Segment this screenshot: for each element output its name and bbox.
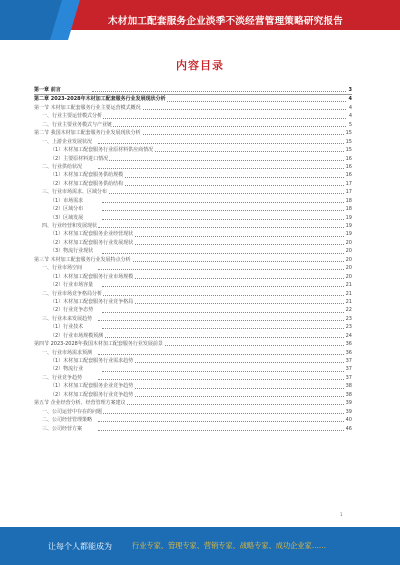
toc-leader-dots	[94, 404, 346, 405]
toc-entry-page: 15	[345, 130, 352, 137]
footer-slogan: 让每个人都能成为	[48, 542, 112, 551]
toc-leader-dots	[92, 91, 346, 92]
toc-entry-title: 四、行业经营和发展现状	[42, 223, 98, 229]
toc-entry[interactable]	[34, 205, 352, 213]
toc-entry[interactable]	[34, 104, 352, 112]
toc-leader-dots	[102, 362, 346, 363]
toc-entry-page: 37	[345, 358, 352, 364]
toc-leader-dots	[98, 143, 346, 144]
toc-entry-page: 5	[348, 121, 352, 128]
toc-entry-title: 第一章 前言	[34, 87, 61, 93]
toc-entry-title: 一、行业市场需求预测	[42, 349, 93, 356]
toc-entry-title: 二、行业竞争趋势	[42, 374, 83, 381]
toc-heading: 内容目录	[176, 59, 224, 72]
toc-leader-dots	[98, 430, 346, 431]
toc-entry[interactable]	[34, 340, 352, 348]
toc-entry-title: 三、公司经营方案	[42, 425, 83, 432]
toc-entry-page: 40	[345, 417, 352, 424]
toc-entry-title: （1）木材加工配套服务行业市场规模	[50, 273, 134, 280]
toc-entry-page: 22	[345, 307, 352, 314]
toc-entry[interactable]	[34, 188, 352, 196]
toc-entry[interactable]	[34, 146, 352, 154]
toc-entry-page: 36	[345, 349, 352, 356]
toc-entry[interactable]	[34, 391, 352, 399]
toc-leader-dots	[102, 328, 346, 329]
toc-entry-page: 20	[345, 248, 352, 255]
toc-entry[interactable]	[34, 382, 352, 390]
toc-entry-page: 23	[345, 315, 352, 322]
toc-leader-dots	[102, 286, 346, 287]
toc-entry-page: 20	[345, 265, 352, 272]
toc-leader-dots	[98, 227, 346, 228]
toc-entry-title: 第二章 2023-2028年木材加工配套服务行业发展现状分析	[34, 96, 166, 103]
toc-leader-dots	[94, 261, 346, 262]
toc-entry[interactable]	[34, 180, 352, 188]
toc-entry-title: （1）市场需求	[50, 197, 84, 204]
toc-entry-page: 18	[345, 197, 352, 204]
toc-leader-dots	[102, 236, 346, 237]
toc-entry-page: 38	[345, 391, 352, 398]
toc-leader-dots	[98, 320, 346, 321]
toc-entry-title: 二、行业市场竞争格局分析	[42, 290, 103, 297]
toc-entry-title: （2）物流行业	[50, 366, 84, 373]
toc-entry-title: 三、行业市场需求、区域分布	[42, 189, 108, 196]
toc-entry[interactable]	[34, 290, 352, 298]
toc-entry-title: （2）行业竞争态势	[50, 307, 94, 314]
table-of-contents	[34, 86, 352, 433]
toc-leader-dots	[102, 177, 346, 178]
toc-entry[interactable]	[34, 332, 352, 340]
toc-entry-title: 二、行业供给状况	[42, 163, 83, 170]
toc-entry-page: 20	[345, 239, 352, 246]
toc-entry-page: 37	[345, 374, 352, 381]
toc-leader-dots	[102, 396, 346, 397]
toc-entry-title: （3）物流行业现状	[50, 248, 94, 255]
toc-entry-title: （2）区域分布	[50, 206, 84, 213]
toc-entry-page: 23	[345, 324, 352, 331]
toc-leader-dots	[98, 354, 346, 355]
toc-entry[interactable]	[34, 264, 352, 272]
toc-leader-dots	[98, 269, 346, 270]
toc-entry-title: （1）木材加工配套服务企业经营现状	[50, 231, 134, 238]
toc-entry-page: 4	[348, 96, 352, 103]
toc-entry-title: （2）主要原材料进口情况	[50, 155, 109, 162]
toc-entry-page: 20	[345, 273, 352, 280]
toc-leader-dots	[102, 219, 346, 220]
toc-entry-title: （1）木材加工配套服务行业竞争格局	[50, 298, 134, 305]
toc-entry-title: （2）木材加工配套服务供给结构	[50, 180, 124, 187]
toc-entry-title: 一、上游企业发展状况	[42, 138, 93, 145]
toc-entry-title: 二、行业主要业务模式与产业链	[42, 121, 113, 128]
toc-leader-dots	[102, 278, 346, 279]
toc-entry-page: 21	[345, 298, 352, 305]
toc-entry-page: 17	[345, 180, 352, 187]
toc-entry[interactable]	[34, 408, 352, 416]
toc-entry[interactable]	[34, 230, 352, 238]
toc-entry-page: 17	[345, 189, 352, 196]
toc-leader-dots	[98, 421, 346, 422]
toc-entry-page: 16	[345, 155, 352, 162]
toc-entry-page: 36	[345, 341, 352, 348]
toc-entry-title: （2）行业市场规模预测	[50, 332, 104, 339]
toc-leader-dots	[102, 160, 346, 161]
toc-entry-title: 一、公司运营中存在的问题	[42, 408, 103, 415]
toc-entry[interactable]	[34, 273, 352, 281]
toc-entry-title: 二、公司经营管理策略	[42, 417, 93, 424]
toc-entry[interactable]	[34, 416, 352, 424]
toc-entry-page: 16	[345, 172, 352, 179]
toc-entry[interactable]	[34, 365, 352, 373]
toc-leader-dots	[98, 379, 346, 380]
page-number: 1	[340, 512, 343, 517]
toc-leader-dots	[98, 118, 346, 119]
toc-entry[interactable]	[34, 247, 352, 255]
toc-leader-dots	[98, 126, 346, 127]
report-title: 木材加工配套服务企业淡季不淡经营管理策略研究报告	[108, 16, 344, 27]
toc-entry-page: 24	[345, 332, 352, 339]
toc-entry[interactable]	[34, 214, 352, 222]
toc-entry[interactable]	[34, 171, 352, 179]
toc-entry[interactable]	[34, 222, 352, 230]
toc-entry-page: 3	[348, 87, 352, 93]
toc-entry-page: 38	[345, 383, 352, 390]
toc-leader-dots	[102, 337, 346, 338]
toc-entry[interactable]	[34, 129, 352, 137]
toc-entry-page: 39	[345, 400, 352, 407]
toc-entry-title: 第二节 我国木材加工配套服务行业发展现状分析	[34, 130, 141, 137]
toc-entry-title: 一、行业市场空间	[42, 265, 83, 272]
toc-entry[interactable]	[34, 197, 352, 205]
toc-entry-page: 16	[345, 163, 352, 170]
toc-entry-title: 一、行业主要运营模式分析	[42, 113, 103, 120]
toc-entry[interactable]	[34, 239, 352, 247]
toc-entry[interactable]	[34, 155, 352, 163]
toc-entry-title: （1）木材加工配套服务行业需求趋势	[50, 358, 134, 364]
toc-leader-dots	[102, 388, 346, 389]
toc-entry[interactable]	[34, 315, 352, 323]
toc-entry-title: （2）行业市场容量	[50, 282, 94, 289]
toc-entry-title: （1）木材加工配套服务供给规模	[50, 172, 124, 179]
toc-entry-page: 15	[345, 147, 352, 154]
toc-leader-dots	[102, 185, 346, 186]
toc-entry-title: （3）区域发展	[50, 214, 84, 221]
toc-entry[interactable]	[34, 163, 352, 171]
toc-entry[interactable]	[34, 399, 352, 407]
toc-leader-dots	[102, 210, 346, 211]
footer-roles: 行业专家、管理专家、营销专家、战略专家、成功企业家……	[132, 541, 327, 550]
toc-entry-title: （2）木材加工配套服务行业发展现状	[50, 239, 134, 246]
toc-entry-page: 21	[345, 290, 352, 297]
toc-entry[interactable]	[34, 121, 352, 129]
toc-leader-dots	[102, 312, 346, 313]
toc-entry-title: 第四节 2023-2028年我国木材加工配套服务行业发展前景	[34, 341, 163, 348]
toc-entry-title: （1）行业技术	[50, 324, 84, 331]
toc-leader-dots	[102, 253, 346, 254]
toc-entry[interactable]	[34, 425, 352, 433]
toc-entry[interactable]	[34, 95, 352, 103]
toc-entry-page: 19	[345, 231, 352, 238]
toc-entry-page: 46	[345, 425, 352, 432]
toc-entry-page: 15	[345, 138, 352, 145]
toc-entry-page: 19	[345, 214, 352, 221]
toc-entry-title: 三、行业未来发展趋势	[42, 315, 93, 322]
toc-leader-dots	[98, 413, 346, 414]
toc-entry-page: 19	[345, 223, 352, 229]
toc-leader-dots	[102, 371, 346, 372]
toc-entry[interactable]	[34, 112, 352, 120]
toc-leader-dots	[102, 303, 346, 304]
toc-leader-dots	[98, 295, 346, 296]
toc-entry-title: （2）木材加工配套服务行业竞争趋势	[50, 391, 134, 398]
toc-entry-page: 37	[345, 366, 352, 373]
toc-entry-page: 20	[345, 256, 352, 263]
toc-entry-page: 4	[348, 113, 352, 120]
toc-entry[interactable]	[34, 374, 352, 382]
toc-leader-dots	[98, 168, 346, 169]
header-bar	[0, 0, 400, 40]
toc-entry[interactable]	[34, 298, 352, 306]
toc-entry-title: 第一节 木材加工配套服务行业主要运营模式概况	[34, 104, 141, 111]
toc-entry-title: 第三节 木材加工配套服务行业发展特点分析	[34, 256, 131, 263]
toc-entry[interactable]	[34, 306, 352, 314]
toc-leader-dots	[102, 202, 346, 203]
toc-entry[interactable]	[34, 281, 352, 289]
toc-entry-title: （1）木材加工配套服务行业原材料供应商情况	[50, 147, 154, 154]
toc-leader-dots	[98, 193, 346, 194]
toc-entry-page: 39	[345, 408, 352, 415]
toc-entry[interactable]	[34, 349, 352, 357]
toc-entry-page: 4	[348, 104, 352, 111]
toc-entry-page: 21	[345, 282, 352, 289]
toc-entry-title: （1）木材加工配套服务企业竞争趋势	[50, 383, 134, 390]
toc-entry-page: 18	[345, 206, 352, 213]
toc-entry[interactable]	[34, 323, 352, 331]
toc-entry[interactable]	[34, 86, 352, 95]
toc-entry[interactable]	[34, 256, 352, 264]
toc-entry[interactable]	[34, 138, 352, 146]
footer-bar	[0, 527, 400, 565]
toc-entry[interactable]	[34, 357, 352, 365]
toc-entry-title: 第五节 企业经营分析、经营管理方案建议	[34, 400, 126, 407]
toc-leader-dots	[102, 244, 346, 245]
